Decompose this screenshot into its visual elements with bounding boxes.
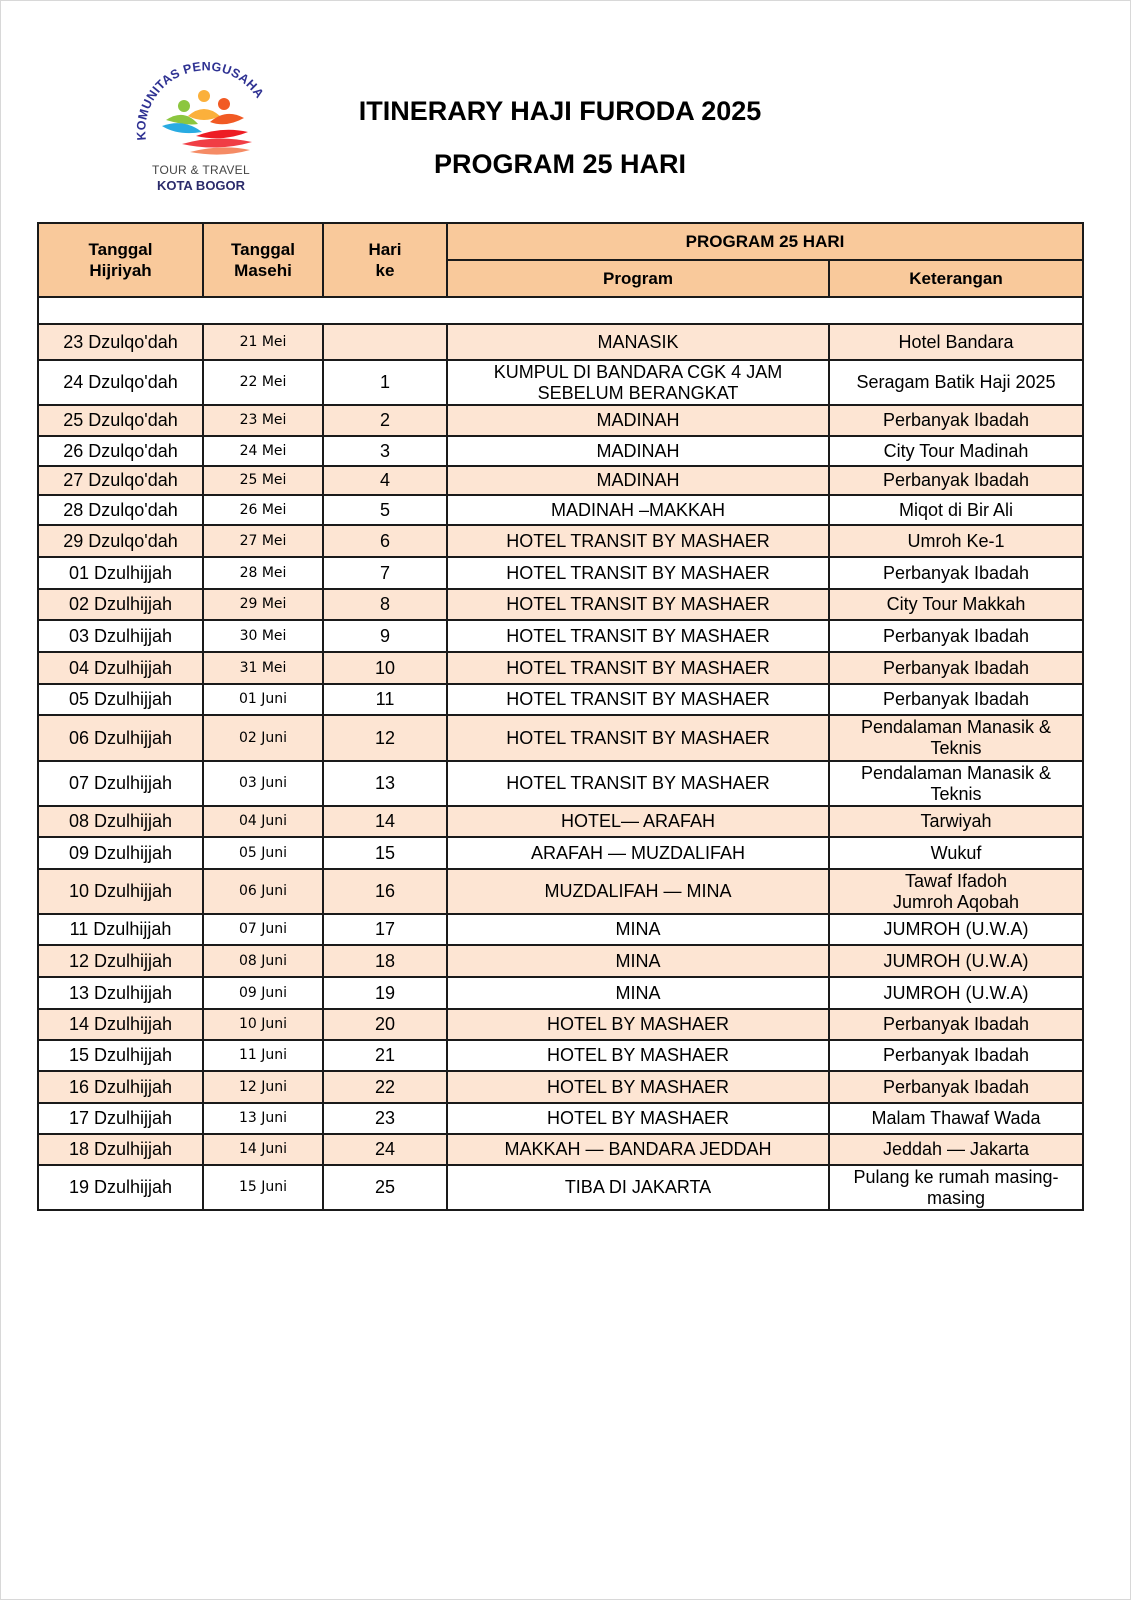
- logo-mark-icon: [126, 62, 276, 162]
- cell-masehi: 31 Mei: [203, 652, 323, 684]
- header-keterangan: Keterangan: [829, 260, 1083, 297]
- cell-hijriyah: 19 Dzulhijjah: [38, 1165, 203, 1210]
- cell-hijriyah: 18 Dzulhijjah: [38, 1134, 203, 1165]
- cell-program: MADINAH –MAKKAH: [447, 495, 829, 525]
- cell-program: HOTEL TRANSIT BY MASHAER: [447, 589, 829, 620]
- cell-program: HOTEL TRANSIT BY MASHAER: [447, 684, 829, 715]
- cell-hari: [323, 324, 447, 360]
- cell-hari: 10: [323, 652, 447, 684]
- table-row: [38, 1134, 1083, 1165]
- cell-program: HOTEL TRANSIT BY MASHAER: [447, 620, 829, 652]
- cell-masehi: 30 Mei: [203, 620, 323, 652]
- cell-keterangan: Umroh Ke-1: [829, 525, 1083, 557]
- cell-hijriyah: 07 Dzulhijjah: [38, 761, 203, 806]
- cell-masehi: 22 Mei: [203, 360, 323, 405]
- cell-hijriyah: 24 Dzulqo'dah: [38, 360, 203, 405]
- cell-hari: 6: [323, 525, 447, 557]
- page-subtitle: PROGRAM 25 HARI: [433, 149, 687, 179]
- cell-masehi: 05 Juni: [203, 837, 323, 869]
- table-row: [38, 1071, 1083, 1103]
- cell-masehi: 27 Mei: [203, 525, 323, 557]
- cell-hari: 15: [323, 837, 447, 869]
- cell-hijriyah: 01 Dzulhijjah: [38, 557, 203, 589]
- cell-keterangan: Pulang ke rumah masing-masing: [829, 1165, 1083, 1210]
- cell-hijriyah: 26 Dzulqo'dah: [38, 436, 203, 466]
- cell-program: HOTEL TRANSIT BY MASHAER: [447, 557, 829, 589]
- cell-masehi: 13 Juni: [203, 1103, 323, 1134]
- logo-tagline: TOUR & TRAVEL: [152, 163, 250, 177]
- table-row: [38, 466, 1083, 495]
- cell-hari: 2: [323, 405, 447, 436]
- cell-keterangan: Tawaf Ifadoh Jumroh Aqobah: [829, 869, 1083, 914]
- cell-hijriyah: 28 Dzulqo'dah: [38, 495, 203, 525]
- table-row: [38, 715, 1083, 761]
- cell-keterangan: Hotel Bandara: [829, 324, 1083, 360]
- cell-masehi: 10 Juni: [203, 1009, 323, 1040]
- cell-masehi: 28 Mei: [203, 557, 323, 589]
- table-row: [38, 620, 1083, 652]
- cell-masehi: 25 Mei: [203, 466, 323, 495]
- cell-program: HOTEL— ARAFAH: [447, 806, 829, 837]
- cell-masehi: 06 Juni: [203, 869, 323, 914]
- cell-program: MINA: [447, 977, 829, 1009]
- cell-hari: 18: [323, 945, 447, 977]
- cell-masehi: 21 Mei: [203, 324, 323, 360]
- cell-hijriyah: 06 Dzulhijjah: [38, 715, 203, 761]
- cell-hijriyah: 29 Dzulqo'dah: [38, 525, 203, 557]
- cell-hijriyah: 09 Dzulhijjah: [38, 837, 203, 869]
- cell-hijriyah: 02 Dzulhijjah: [38, 589, 203, 620]
- cell-keterangan: Perbanyak Ibadah: [829, 652, 1083, 684]
- table-row: [38, 684, 1083, 715]
- logo-arc-text: KOMUNITAS PENGUSAHA: [134, 62, 267, 141]
- cell-masehi: 24 Mei: [203, 436, 323, 466]
- cell-keterangan: Pendalaman Manasik & Teknis: [829, 715, 1083, 761]
- logo-city: KOTA BOGOR: [156, 178, 246, 193]
- cell-keterangan: Perbanyak Ibadah: [829, 466, 1083, 495]
- cell-program: HOTEL TRANSIT BY MASHAER: [447, 715, 829, 761]
- cell-keterangan: Perbanyak Ibadah: [829, 1009, 1083, 1040]
- cell-keterangan: JUMROH (U.W.A): [829, 914, 1083, 945]
- cell-hijriyah: 04 Dzulhijjah: [38, 652, 203, 684]
- cell-masehi: 03 Juni: [203, 761, 323, 806]
- cell-keterangan: Perbanyak Ibadah: [829, 1040, 1083, 1071]
- cell-hijriyah: 16 Dzulhijjah: [38, 1071, 203, 1103]
- cell-masehi: 26 Mei: [203, 495, 323, 525]
- table-row: [38, 436, 1083, 466]
- cell-hari: 3: [323, 436, 447, 466]
- cell-keterangan: Wukuf: [829, 837, 1083, 869]
- cell-hijriyah: 17 Dzulhijjah: [38, 1103, 203, 1134]
- cell-program: HOTEL BY MASHAER: [447, 1071, 829, 1103]
- header-hari: Hari ke: [323, 223, 447, 297]
- header-program: Program: [447, 260, 829, 297]
- cell-hari: 8: [323, 589, 447, 620]
- cell-keterangan: JUMROH (U.W.A): [829, 945, 1083, 977]
- cell-hijriyah: 10 Dzulhijjah: [38, 869, 203, 914]
- cell-program: MADINAH: [447, 466, 829, 495]
- cell-masehi: 15 Juni: [203, 1165, 323, 1210]
- cell-program: HOTEL TRANSIT BY MASHAER: [447, 761, 829, 806]
- cell-program: MADINAH: [447, 436, 829, 466]
- cell-keterangan: JUMROH (U.W.A): [829, 977, 1083, 1009]
- cell-masehi: 01 Juni: [203, 684, 323, 715]
- cell-program: MINA: [447, 945, 829, 977]
- cell-hari: 20: [323, 1009, 447, 1040]
- cell-hari: 22: [323, 1071, 447, 1103]
- cell-program: HOTEL TRANSIT BY MASHAER: [447, 525, 829, 557]
- cell-masehi: 14 Juni: [203, 1134, 323, 1165]
- cell-hari: 14: [323, 806, 447, 837]
- cell-program: HOTEL BY MASHAER: [447, 1103, 829, 1134]
- cell-program: MADINAH: [447, 405, 829, 436]
- cell-keterangan: Tarwiyah: [829, 806, 1083, 837]
- cell-masehi: 02 Juni: [203, 715, 323, 761]
- header-masehi: Tanggal Masehi: [203, 223, 323, 297]
- cell-keterangan: Miqot di Bir Ali: [829, 495, 1083, 525]
- itinerary-body: [38, 297, 1083, 1210]
- cell-hari: 9: [323, 620, 447, 652]
- cell-hijriyah: 05 Dzulhijjah: [38, 684, 203, 715]
- cell-hari: 16: [323, 869, 447, 914]
- table-row: [38, 806, 1083, 837]
- cell-hari: 13: [323, 761, 447, 806]
- cell-keterangan: City Tour Madinah: [829, 436, 1083, 466]
- spacer-row: [38, 297, 1083, 324]
- cell-program: HOTEL TRANSIT BY MASHAER: [447, 652, 829, 684]
- cell-hari: 21: [323, 1040, 447, 1071]
- cell-masehi: 04 Juni: [203, 806, 323, 837]
- table-row: [38, 557, 1083, 589]
- cell-hari: 19: [323, 977, 447, 1009]
- table-row: [38, 525, 1083, 557]
- cell-program: ARAFAH — MUZDALIFAH: [447, 837, 829, 869]
- cell-keterangan: Perbanyak Ibadah: [829, 620, 1083, 652]
- header-program-group: PROGRAM 25 HARI: [447, 223, 1083, 260]
- cell-masehi: 29 Mei: [203, 589, 323, 620]
- header-hijriyah: Tanggal Hijriyah: [38, 223, 203, 297]
- cell-hijriyah: 08 Dzulhijjah: [38, 806, 203, 837]
- cell-hari: 12: [323, 715, 447, 761]
- table-row: [38, 360, 1083, 405]
- cell-program: TIBA DI JAKARTA: [447, 1165, 829, 1210]
- cell-hijriyah: 23 Dzulqo'dah: [38, 324, 203, 360]
- cell-hari: 23: [323, 1103, 447, 1134]
- cell-masehi: 23 Mei: [203, 405, 323, 436]
- table-row: [38, 977, 1083, 1009]
- cell-masehi: 11 Juni: [203, 1040, 323, 1071]
- cell-hari: 4: [323, 466, 447, 495]
- itinerary-table: [37, 222, 1084, 1211]
- table-row: [38, 1165, 1083, 1210]
- cell-keterangan: City Tour Makkah: [829, 589, 1083, 620]
- cell-masehi: 09 Juni: [203, 977, 323, 1009]
- table-row: [38, 869, 1083, 914]
- cell-masehi: 07 Juni: [203, 914, 323, 945]
- cell-keterangan: Malam Thawaf Wada: [829, 1103, 1083, 1134]
- cell-program: MAKKAH — BANDARA JEDDAH: [447, 1134, 829, 1165]
- cell-hijriyah: 25 Dzulqo'dah: [38, 405, 203, 436]
- table-row: [38, 945, 1083, 977]
- cell-program: MANASIK: [447, 324, 829, 360]
- cell-keterangan: Perbanyak Ibadah: [829, 1071, 1083, 1103]
- cell-program: MUZDALIFAH — MINA: [447, 869, 829, 914]
- cell-hijriyah: 11 Dzulhijjah: [38, 914, 203, 945]
- cell-hijriyah: 03 Dzulhijjah: [38, 620, 203, 652]
- cell-hari: 24: [323, 1134, 447, 1165]
- table-row: [38, 589, 1083, 620]
- table-row: [38, 652, 1083, 684]
- table-row: [38, 837, 1083, 869]
- table-row: [38, 324, 1083, 360]
- cell-keterangan: Jeddah — Jakarta: [829, 1134, 1083, 1165]
- cell-hijriyah: 12 Dzulhijjah: [38, 945, 203, 977]
- table-row: [38, 1103, 1083, 1134]
- cell-program: KUMPUL DI BANDARA CGK 4 JAM SEBELUM BERANGKAT: [447, 360, 829, 405]
- company-logo: [126, 62, 276, 194]
- cell-hari: 11: [323, 684, 447, 715]
- table-row: [38, 1040, 1083, 1071]
- cell-hari: 7: [323, 557, 447, 589]
- table-row: [38, 405, 1083, 436]
- cell-hijriyah: 14 Dzulhijjah: [38, 1009, 203, 1040]
- cell-hijriyah: 27 Dzulqo'dah: [38, 466, 203, 495]
- cell-hijriyah: 15 Dzulhijjah: [38, 1040, 203, 1071]
- table-row: [38, 495, 1083, 525]
- cell-hari: 1: [323, 360, 447, 405]
- table-row: [38, 761, 1083, 806]
- cell-hijriyah: 13 Dzulhijjah: [38, 977, 203, 1009]
- svg-text:KOMUNITAS PENGUSAHA: [134, 62, 267, 141]
- cell-program: HOTEL BY MASHAER: [447, 1040, 829, 1071]
- cell-keterangan: Perbanyak Ibadah: [829, 557, 1083, 589]
- table-row: [38, 914, 1083, 945]
- cell-keterangan: Perbanyak Ibadah: [829, 405, 1083, 436]
- cell-hari: 17: [323, 914, 447, 945]
- cell-masehi: 08 Juni: [203, 945, 323, 977]
- cell-hari: 25: [323, 1165, 447, 1210]
- cell-keterangan: Seragam Batik Haji 2025: [829, 360, 1083, 405]
- page-title: ITINERARY HAJI FURODA 2025: [358, 96, 762, 126]
- cell-keterangan: Perbanyak Ibadah: [829, 684, 1083, 715]
- cell-program: HOTEL BY MASHAER: [447, 1009, 829, 1040]
- cell-program: MINA: [447, 914, 829, 945]
- cell-keterangan: Pendalaman Manasik & Teknis: [829, 761, 1083, 806]
- cell-hari: 5: [323, 495, 447, 525]
- table-row: [38, 1009, 1083, 1040]
- cell-masehi: 12 Juni: [203, 1071, 323, 1103]
